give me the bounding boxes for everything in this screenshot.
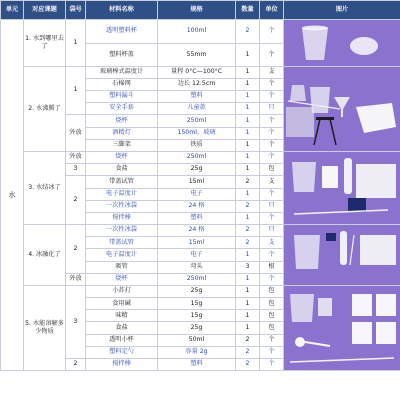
photo-lesson-1 [284, 20, 400, 67]
material-spec: 15g [158, 298, 236, 310]
material-qty: 2 [236, 237, 260, 249]
alcohol-lamp-icon [290, 85, 306, 101]
material-unit: 包 [260, 310, 284, 322]
material-spec: 24 格 [158, 225, 236, 237]
unit-cell: 水 [1, 20, 24, 371]
freezing-kit-photo [284, 152, 400, 224]
material-name: 玻璃棒式温度计 [86, 67, 158, 79]
material-unit: 个 [260, 128, 284, 140]
material-unit: 个 [260, 213, 284, 225]
material-spec: 电子 [158, 189, 236, 201]
material-qty: 2 [236, 358, 260, 370]
soda-ash-packet-icon [376, 294, 396, 316]
bag-cell: 2 [66, 176, 86, 225]
material-unit: 个 [260, 79, 284, 91]
material-name: 三脚架 [86, 140, 158, 152]
material-unit: 只 [260, 201, 284, 213]
material-qty: 2 [236, 20, 260, 44]
table-row [1, 20, 400, 44]
lesson-title: 3. 水结冰了 [24, 152, 66, 225]
test-tube-icon [344, 158, 352, 194]
beaker-icon [290, 294, 314, 322]
photo-lesson-5 [284, 286, 400, 371]
material-name: 一次性冰袋 [86, 225, 158, 237]
material-qty: 1 [236, 298, 260, 310]
material-spec: 15ml [158, 176, 236, 189]
material-unit: 个 [260, 20, 284, 44]
material-name: 烧杯 [86, 273, 158, 285]
material-unit: 支 [260, 237, 284, 249]
tripod-icon [316, 117, 334, 120]
material-name: 电子温度计 [86, 249, 158, 261]
bag-cell: 外放 [66, 152, 86, 164]
material-qty: 2 [236, 176, 260, 189]
material-unit: 包 [260, 164, 284, 176]
material-name: 透明塑料杯 [86, 20, 158, 44]
material-unit: 个 [260, 358, 284, 370]
material-unit: 包 [260, 298, 284, 310]
material-unit: 个 [260, 91, 284, 103]
material-spec: 量程 0°C—100°C [158, 67, 236, 79]
salt-packet-icon [376, 322, 396, 344]
header-picture: 图片 [284, 1, 400, 20]
material-name: 带盖试管 [86, 176, 158, 189]
baking-soda-packet-icon [352, 294, 372, 316]
lesson-title: 4. 冰融化了 [24, 225, 66, 286]
material-spec: 100ml [158, 20, 236, 44]
material-spec: 塑料 [158, 358, 236, 370]
test-tube-icon [340, 231, 347, 265]
ice-bag-icon [360, 235, 396, 265]
lesson-title: 1. 水到哪里去了 [24, 20, 66, 67]
measuring-spoon-icon [295, 337, 305, 347]
material-name: 搅拌棒 [86, 358, 158, 370]
beaker-icon [294, 235, 320, 269]
table-row [1, 152, 400, 164]
beaker-icon [292, 162, 316, 192]
material-unit: 个 [260, 140, 284, 152]
material-spec: 边长 12.5cm [158, 79, 236, 91]
material-name: 烧杯 [86, 115, 158, 128]
material-spec: 铁质 [158, 140, 236, 152]
material-qty: 1 [236, 79, 260, 91]
dissolving-kit-photo [284, 286, 400, 370]
material-qty: 1 [236, 322, 260, 334]
material-qty: 1 [236, 213, 260, 225]
header-unit: 单元 [1, 1, 24, 20]
material-unit: 个 [260, 43, 284, 67]
material-qty: 1 [236, 273, 260, 285]
material-spec: 250ml [158, 273, 236, 285]
cup-lid-icon [350, 37, 378, 55]
msg-packet-icon [352, 322, 372, 344]
material-qty: 1 [236, 310, 260, 322]
small-cup-icon [318, 298, 332, 316]
bag-cell: 外放 [66, 273, 86, 285]
material-qty: 1 [236, 67, 260, 79]
ice-bag-icon [356, 164, 396, 198]
material-unit: 个 [260, 334, 284, 346]
material-qty: 1 [236, 140, 260, 152]
material-name: 烧杯 [86, 152, 158, 164]
table-row [1, 67, 400, 79]
material-spec: 儿童款 [158, 103, 236, 115]
plastic-cup-icon [302, 28, 328, 60]
electronic-thermometer-icon [348, 198, 366, 212]
material-qty: 1 [236, 189, 260, 201]
photo-lesson-4 [284, 225, 400, 286]
bag-cell: 1 [66, 67, 86, 115]
material-unit: 包 [260, 322, 284, 334]
material-unit: 个 [260, 189, 284, 201]
bag-cell: 2 [66, 358, 86, 370]
material-spec: 50ml [158, 334, 236, 346]
material-spec: 电子 [158, 249, 236, 261]
material-unit: 包 [260, 286, 284, 298]
header-unit-measure: 单位 [260, 1, 284, 20]
material-spec: 塑料 [158, 213, 236, 225]
material-name: 搅拌棒 [86, 213, 158, 225]
material-qty: 2 [236, 225, 260, 237]
salt-packet-icon [322, 166, 338, 188]
bag-cell: 3 [66, 164, 86, 176]
material-name: 安全手套 [86, 103, 158, 115]
material-spec: 弯头 [158, 261, 236, 273]
lesson-title: 5. 水能溶解多少物质 [24, 286, 66, 371]
photo-lesson-3 [284, 152, 400, 225]
material-name: 石棉网 [86, 79, 158, 91]
material-name: 透明小杯 [86, 334, 158, 346]
material-qty: 2 [236, 334, 260, 346]
material-name: 塑料杯盖 [86, 43, 158, 67]
material-name: 食用碱 [86, 298, 158, 310]
material-qty: 1 [236, 103, 260, 115]
material-qty: 2 [236, 346, 260, 358]
electronic-thermometer-icon [326, 233, 336, 241]
material-qty: 1 [236, 249, 260, 261]
material-qty: 1 [236, 152, 260, 164]
material-name: 塑料定勺 [86, 346, 158, 358]
material-unit: 个 [260, 152, 284, 164]
material-unit: 只 [260, 103, 284, 115]
material-name: 带盖试管 [86, 237, 158, 249]
material-name: 小苏打 [86, 286, 158, 298]
material-unit: 支 [260, 176, 284, 189]
material-unit: 个 [260, 346, 284, 358]
material-qty: 2 [236, 201, 260, 213]
material-name: 吸管 [86, 261, 158, 273]
material-name: 食盐 [86, 322, 158, 334]
material-spec: 250ml [158, 115, 236, 128]
material-spec: 24 格 [158, 201, 236, 213]
material-unit: 个 [260, 273, 284, 285]
header-bag: 袋号 [66, 1, 86, 20]
material-spec: 15ml [158, 237, 236, 249]
material-unit: 支 [260, 67, 284, 79]
material-qty: 1 [236, 286, 260, 298]
material-unit: 个 [260, 115, 284, 128]
material-spec: 250ml [158, 152, 236, 164]
header-spec: 规格 [158, 1, 236, 20]
material-unit: 根 [260, 261, 284, 273]
table-row [1, 286, 400, 298]
header-qty: 数量 [236, 1, 260, 20]
cup-and-lid-photo [284, 20, 400, 66]
material-qty: 1 [236, 128, 260, 140]
material-qty: 3 [236, 261, 260, 273]
material-qty: 1 [236, 91, 260, 103]
bag-cell: 外放 [66, 115, 86, 152]
material-qty: 1 [236, 164, 260, 176]
material-spec: 容量 2g [158, 346, 236, 358]
photo-lesson-2 [284, 67, 400, 152]
material-name: 塑料漏斗 [86, 91, 158, 103]
bag-cell: 3 [66, 286, 86, 359]
material-qty: 1 [236, 43, 260, 67]
asbestos-net-icon [286, 107, 314, 137]
lesson-title: 2. 水沸腾了 [24, 67, 66, 152]
material-name: 味精 [86, 310, 158, 322]
table-row [1, 225, 400, 237]
beaker-icon [310, 87, 330, 113]
header-lesson: 对应课题 [24, 1, 66, 20]
material-spec: 15g [158, 310, 236, 322]
material-name: 电子温度计 [86, 189, 158, 201]
material-spec: 150ml，玻璃 [158, 128, 236, 140]
material-name: 食盐 [86, 164, 158, 176]
material-spec: 55mm [158, 43, 236, 67]
header-material: 材料名称 [86, 1, 158, 20]
table-header-row [1, 1, 400, 20]
material-spec: 25g [158, 164, 236, 176]
boiling-kit-photo [284, 67, 400, 151]
material-qty: 1 [236, 115, 260, 128]
material-spec: 塑料 [158, 91, 236, 103]
material-spec: 25g [158, 322, 236, 334]
material-name: 一次性冰袋 [86, 201, 158, 213]
material-unit: 个 [260, 249, 284, 261]
melting-kit-photo [284, 225, 400, 285]
bag-cell: 1 [66, 20, 86, 67]
material-unit: 只 [260, 225, 284, 237]
bag-cell: 2 [66, 225, 86, 274]
material-spec: 25g [158, 286, 236, 298]
material-name: 酒精灯 [86, 128, 158, 140]
